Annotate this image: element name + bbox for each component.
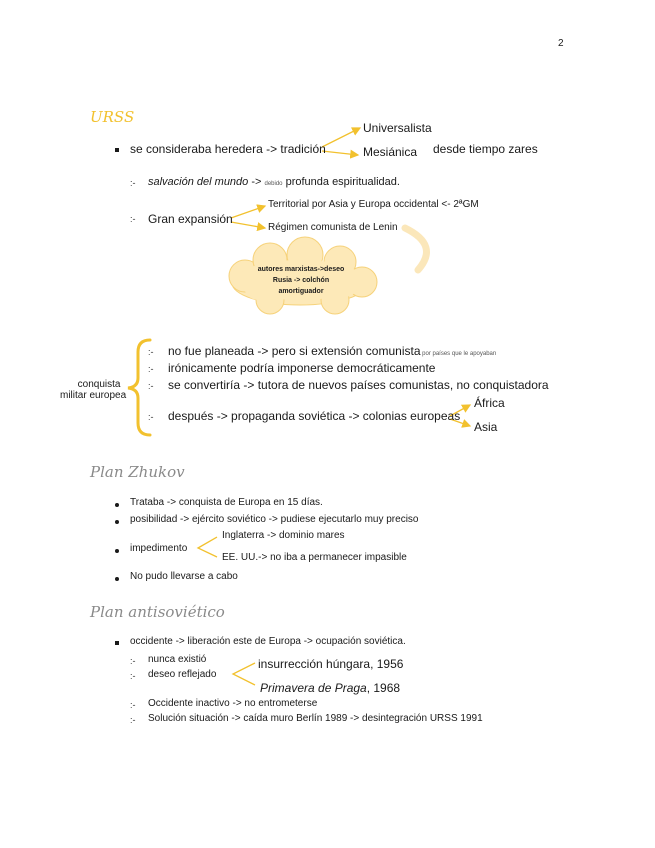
dash-marker: :- <box>148 347 154 357</box>
occidente-inactivo: Occidente inactivo -> no entrometerse <box>148 698 318 709</box>
antisovietico-heading: Plan antisoviético <box>90 603 225 621</box>
dash-marker: :- <box>130 700 136 710</box>
branch-africa: África <box>474 396 505 410</box>
urss-heading: URSS <box>90 108 135 126</box>
bullet-dot <box>115 520 119 524</box>
zhukov-item-2: posibilidad -> ejército soviético -> pudiese ejecutarlo muy preciso <box>130 514 419 525</box>
cloud-line: amortiguador <box>278 288 324 295</box>
branch-mesianica: Mesiánica <box>363 145 418 159</box>
dash-marker: :- <box>130 715 136 725</box>
bullet-square <box>115 641 119 645</box>
conquista-item-text: no fue planeada -> pero si extensión comunista <box>168 344 421 358</box>
conquista-label <box>60 379 127 401</box>
branch-inglaterra: Inglaterra -> dominio mares <box>222 530 345 541</box>
arrow-mesianica <box>322 151 358 155</box>
dash-marker: :- <box>130 671 136 681</box>
branch-eeuu: EE. UU.-> no iba a permanecer impasible <box>222 552 407 563</box>
branch-territorial: Territorial por Asia y Europa occidental <- 2ªGM <box>268 199 479 210</box>
conquista-label-line: militar europea <box>60 390 127 401</box>
zhukov-item-1: Trataba -> conquista de Europa en 15 días. <box>130 497 323 508</box>
primavera-italic: Primavera de Praga <box>260 681 367 695</box>
conquista-item-2: irónicamente podría imponerse democráticamente <box>168 361 436 375</box>
conquista-item-1 <box>168 344 496 358</box>
salvacion-text: salvación del mundo <box>148 176 249 188</box>
branch-primavera <box>260 681 400 695</box>
chevron-deseo <box>233 663 255 685</box>
urss-line1-text: se consideraba heredera -> tradición <box>130 142 326 156</box>
debido-small: debido <box>264 181 283 187</box>
page-number: 2 <box>558 38 564 49</box>
bullet-dot <box>115 549 119 553</box>
brace <box>128 340 150 435</box>
dash-marker: :- <box>148 381 154 391</box>
cloud-text <box>252 264 350 297</box>
arrow-universalista <box>322 128 360 147</box>
solucion-situacion: Solución situación -> caída muro Berlín 1989 -> desintegración URSS 1991 <box>148 713 483 724</box>
chevron-impedimento <box>198 537 217 557</box>
cloud-tail-arc <box>405 228 426 270</box>
conquista-item-3: se convertiría -> tutora de nuevos países comunistas, no conquistadora <box>168 378 549 392</box>
dash-marker: :- <box>148 412 154 422</box>
bullet-square <box>115 148 119 152</box>
urss-line2 <box>148 176 400 188</box>
arrow-text: -> <box>248 176 265 188</box>
primavera-year: , 1968 <box>366 681 401 695</box>
deseo-reflejado: deseo reflejado <box>148 669 217 680</box>
nunca-existio: nunca existió <box>148 654 207 665</box>
bullet-dot <box>115 503 119 507</box>
antisovietico-main: occidente -> liberación este de Europa -> ocupación soviética. <box>130 636 406 647</box>
gran-expansion-label: Gran expansión <box>148 212 233 226</box>
dash-marker: :- <box>130 178 136 188</box>
dash-marker: :- <box>130 656 136 666</box>
espiritualidad-text: profunda espiritualidad. <box>282 176 400 188</box>
branch-insurreccion: insurrección húngara, 1956 <box>258 657 404 671</box>
zhukov-heading: Plan Zhukov <box>90 463 185 481</box>
branch-universalista: Universalista <box>363 121 432 135</box>
arrow-territorial <box>231 206 265 218</box>
cloud-line: autores marxistas->deseo <box>257 266 345 273</box>
dash-marker: :- <box>148 364 154 374</box>
conquista-item-small: por países que le apoyaban <box>420 351 497 357</box>
conquista-item-4: después -> propaganda soviética -> colonias europeas <box>168 409 461 423</box>
zhukov-item-3: impedimento <box>130 543 188 554</box>
urss-line1-suffix: desde tiempo zares <box>433 142 538 156</box>
conquista-label-line: conquista <box>77 379 121 390</box>
arrow-regimen <box>231 222 265 228</box>
bullet-dot <box>115 577 119 581</box>
zhukov-item-4: No pudo llevarse a cabo <box>130 571 238 582</box>
branch-asia: Asia <box>474 420 498 434</box>
cloud-line: Rusia -> colchón <box>272 277 330 284</box>
dash-marker: :- <box>130 214 136 224</box>
branch-regimen: Régimen comunista de Lenin <box>268 222 398 233</box>
